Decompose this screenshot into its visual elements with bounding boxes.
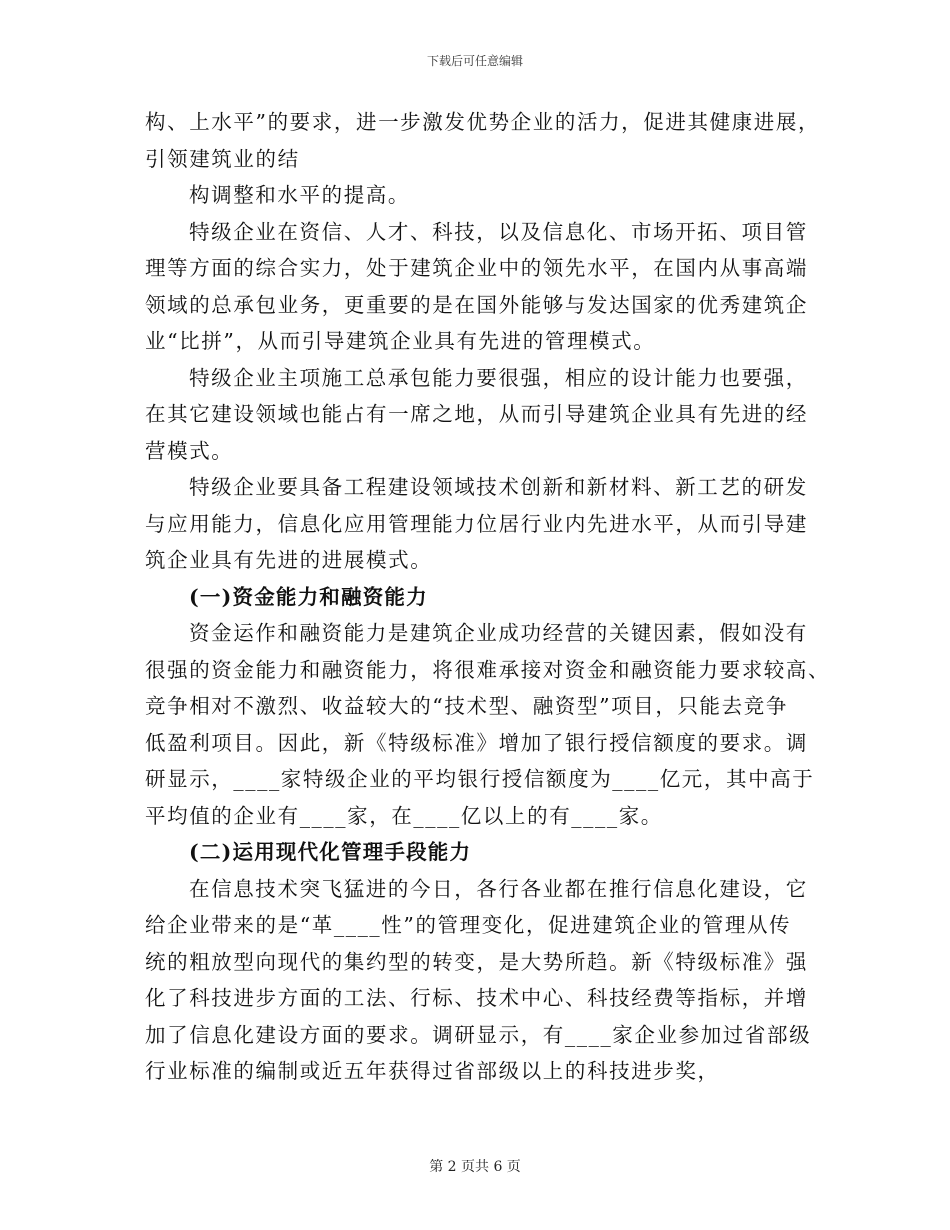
document-body	[145, 104, 831, 1090]
section-heading-management: (二)运用现代化管理手段能力	[189, 840, 472, 864]
text-line: 筑企业具有先进的进展模式。	[145, 548, 433, 572]
text-line: 行业标准的编制或近五年获得过省部级以上的科技进步奖，	[145, 1059, 720, 1083]
text-line: 理等方面的综合实力，处于建筑企业中的领先水平，在国内从事高端	[145, 256, 808, 280]
text-line: 加了信息化建设方面的要求。调研显示，有____家企业参加过省部级	[145, 1022, 812, 1047]
text-line: 竞争相对不激烈、收益较大的“技术型、融资型”项目，只能去竞争	[145, 694, 788, 718]
text-line: 营模式。	[145, 438, 234, 463]
text-line: 低盈利项目。因此，新《特级标准》增加了银行授信额度的要求。调	[145, 730, 808, 755]
text-line: 平均值的企业有____家，在____亿以上的有____家。	[145, 803, 663, 828]
text-line: 引领建筑业的结	[145, 146, 300, 171]
text-line: 领域的总承包业务，更重要的是在国外能够与发达国家的优秀建筑企	[145, 292, 808, 317]
paragraph	[145, 615, 831, 834]
text-line: 研显示，____家特级企业的平均银行授信额度为____亿元，其中高于	[145, 767, 815, 791]
paragraph	[145, 871, 812, 1090]
text-line: 特级企业主项施工总承包能力要很强，相应的设计能力也要强，	[189, 365, 808, 390]
paragraph	[145, 214, 808, 360]
text-line: 很强的资金能力和融资能力，将很难承接对资金和融资能力要求较高、	[145, 657, 831, 682]
paragraph	[145, 104, 821, 177]
text-line: 给企业带来的是“革____性”的管理变化，促进建筑企业的管理从传	[145, 913, 792, 937]
page-header: 下载后可任意编辑	[426, 54, 523, 68]
text-line: 化了科技进步方面的工法、行标、技术中心、科技经费等指标，并增	[145, 986, 808, 1010]
text-line: 业“比拼”，从而引导建筑企业具有先进的管理模式。	[145, 329, 656, 353]
text-line: 特级企业在资信、人才、科技，以及信息化、市场开拓、项目管	[189, 219, 808, 244]
text-line: 与应用能力，信息化应用管理能力位居行业内先进水平，从而引导建	[145, 511, 808, 536]
page-number: 第 2 页共 6 页	[429, 1159, 521, 1175]
section-heading-capital: (一)资金能力和融资能力	[189, 584, 428, 609]
text-line: 统的粗放型向现代的集约型的转变，是大势所趋。新《特级标准》强	[145, 949, 808, 974]
paragraph	[145, 360, 808, 470]
text-line: 在其它建设领域也能占有一席之地，从而引导建筑企业具有先进的经	[145, 402, 808, 426]
paragraph	[145, 177, 805, 214]
text-line: 特级企业要具备工程建设领域技术创新和新材料、新工艺的研发	[189, 475, 808, 499]
text-line: 构、上水平”的要求，进一步激发优势企业的活力，促进其健康进展，	[145, 110, 821, 134]
text-line: 在信息技术突飞猛进的今日，各行各业都在推行信息化建设，它	[189, 876, 808, 901]
text-line: 资金运作和融资能力是建筑企业成功经营的关键因素，假如没有	[189, 621, 808, 645]
text-line: 构调整和水平的提高。	[189, 183, 410, 207]
paragraph	[145, 469, 808, 579]
